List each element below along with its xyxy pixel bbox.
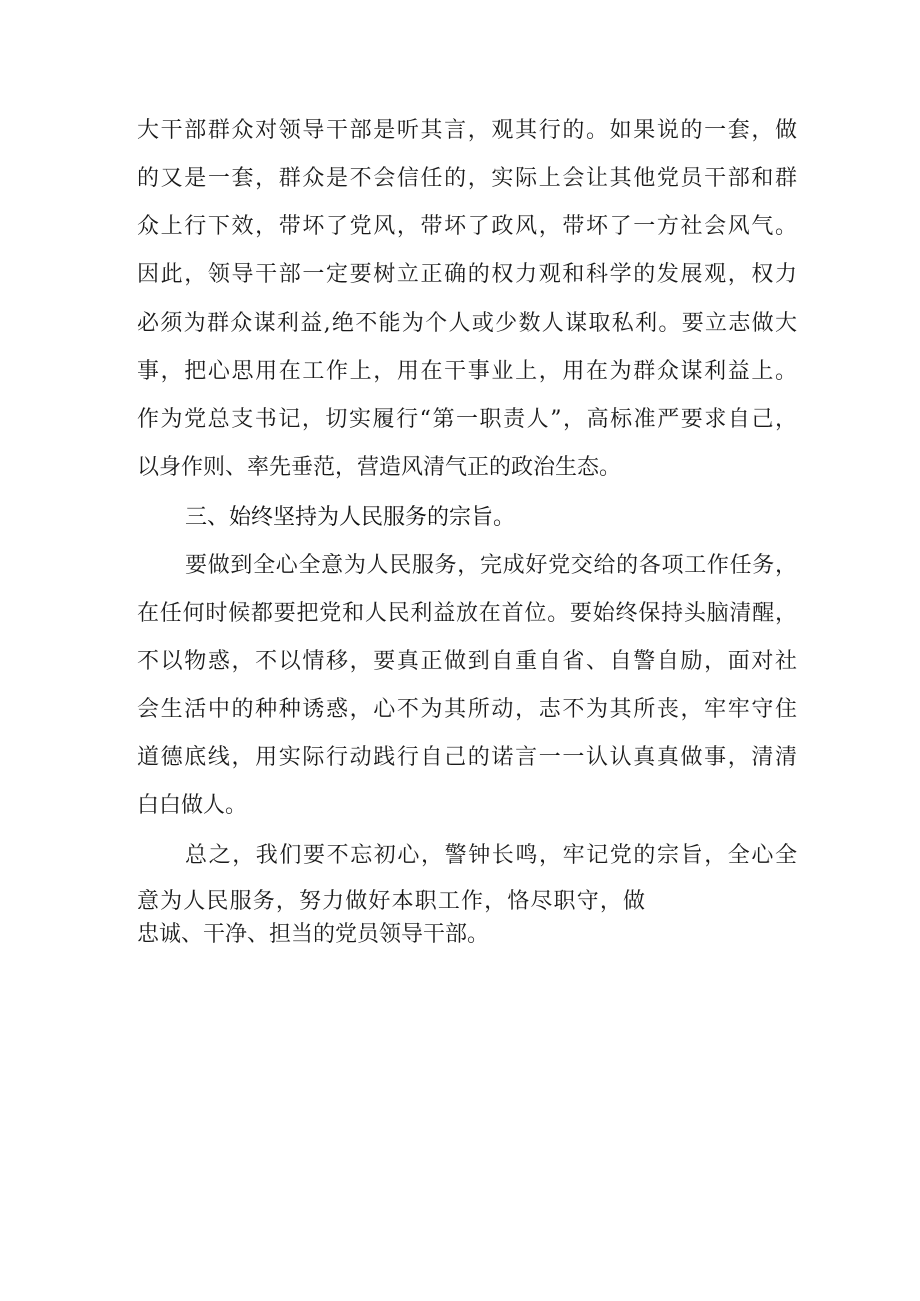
paragraph1-line-3: 众上行下效，带坏了党风，带坏了政风，带坏了一方社会风气。 bbox=[137, 214, 797, 239]
paragraph1-line-2: 的又是一套，群众是不会信任的，实际上会让其他党员干部和群 bbox=[137, 166, 797, 191]
section-heading: 三、始终坚持为人民服务的宗旨。 bbox=[185, 505, 516, 530]
paragraph2-line-4: 会生活中的种种诱惑，心不为其所动，志不为其所丧，牢牢守住 bbox=[137, 697, 797, 722]
paragraph3-line-2: 意为人民服务，努力做好本职工作，恪尽职守，做 bbox=[137, 889, 645, 914]
paragraph1-line-7: 作为党总支书记，切实履行“第一职责人”，高标准严要求自己， bbox=[137, 407, 797, 432]
paragraph1-line-5: 必须为群众谋利益,绝不能为个人或少数人谋取私利。要立志做大 bbox=[137, 311, 797, 336]
paragraph2-line-2: 在任何时候都要把党和人民利益放在首位。要始终保持头脑清醒， bbox=[137, 601, 797, 626]
paragraph2-line-5: 道德底线，用实际行动践行自己的诺言一一认认真真做事，清清 bbox=[137, 745, 797, 770]
paragraph1-line-8: 以身作则、率先垂范，营造风清气正的政治生态。 bbox=[137, 455, 622, 480]
paragraph1-line-4: 因此，领导干部一定要树立正确的权力观和科学的发展观，权力 bbox=[137, 262, 797, 287]
paragraph3-line-3: 忠诚、干净、担当的党员领导干部。 bbox=[137, 922, 490, 947]
paragraph3-line-1: 总之，我们要不忘初心，警钟长鸣，牢记党的宗旨，全心全 bbox=[185, 843, 797, 868]
paragraph2-line-1: 要做到全心全意为人民服务，完成好党交给的各项工作任务， bbox=[185, 553, 797, 578]
paragraph2-line-6: 白白做人。 bbox=[137, 793, 248, 818]
paragraph1-line-6: 事，把心思用在工作上，用在干事业上，用在为群众谋利益上。 bbox=[137, 359, 797, 384]
paragraph2-line-3: 不以物惑，不以情移，要真正做到自重自省、自警自励，面对社 bbox=[137, 649, 797, 674]
paragraph1-line-1: 大干部群众对领导干部是听其言，观其行的。如果说的一套，做 bbox=[137, 118, 797, 143]
